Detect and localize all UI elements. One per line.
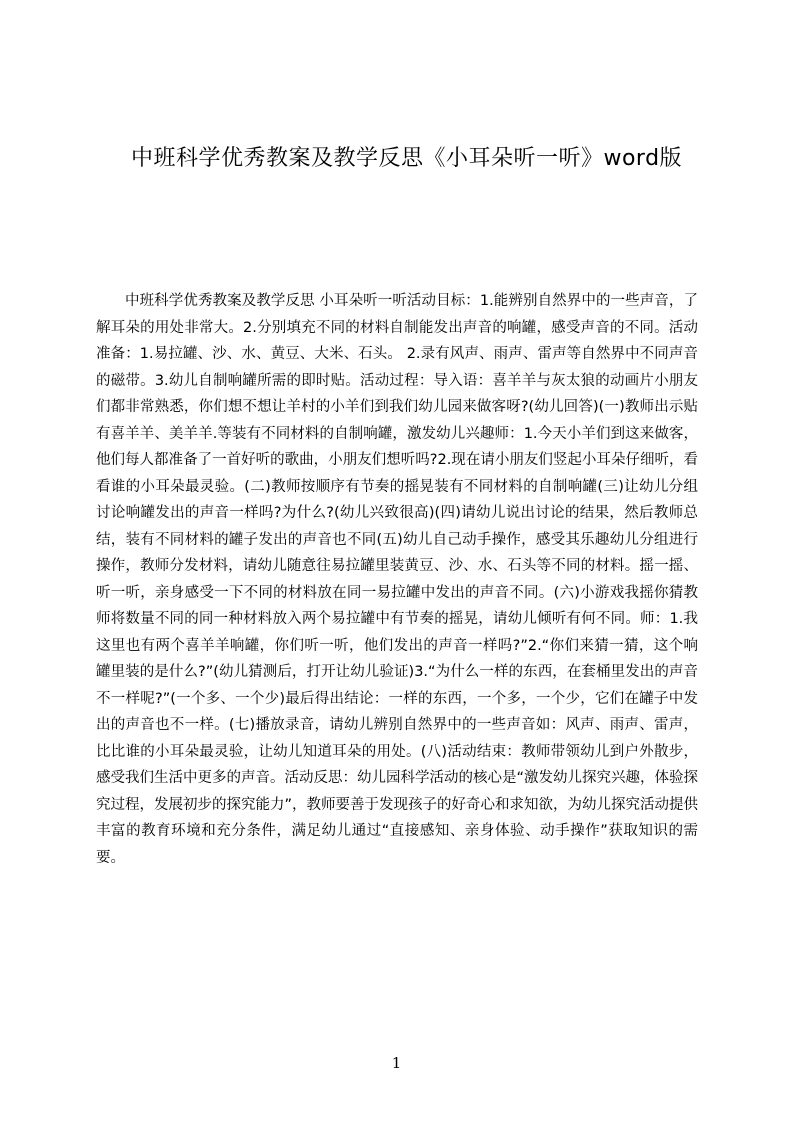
page-number: 1: [391, 1054, 402, 1072]
document-body-paragraph: 中班科学优秀教案及教学反思 小耳朵听一听活动目标：1.能辨别自然界中的一些声音，了解耳朵的用处非常大。2.分别填充不同的材料自制能发出声音的响罐，感受声音的不同。活动准备：1.易拉罐、沙、水、黄豆、大米、石头。 2.录有风声、雨声、雷声等自然界中不同声音的磁带。3.幼儿自制响罐所需的即时贴。活动过程：导入语：喜羊羊与灰太狼的动画片小朋友们都非常熟悉，你们想不想让羊村的小羊们到我们幼儿园来做客呀?(幼儿回答)(一)教师出示贴有喜羊羊、美羊羊.等装有不同材料的自制响罐，激发幼儿兴趣师：1.今天小羊们到这来做客，他们每人都准备了一首好听的歌曲，小朋友们想听吗?2.现在请小朋友们竖起小耳朵仔细听，看看谁的小耳朵最灵验。(二)教师按顺序有节奏的摇晃装有不同材料的自制响罐(三)让幼儿分组讨论响罐发出的声音一样吗?为什么?(幼儿兴致很高)(四)请幼儿说出讨论的结果，然后教师总结，装有不同材料的罐子发出的声音也不同(五)幼儿自己动手操作，感受其乐趣幼儿分组进行操作，教师分发材料，请幼儿随意往易拉罐里装黄豆、沙、水、石头等不同的材料。摇一摇、听一听，亲身感受一下不同的材料放在同一易拉罐中发出的声音不同。(六)小游戏我摇你猜教师将数量不同的同一种材料放入两个易拉罐中有节奏的摇晃，请幼儿倾听有何不同。师：1.我这里也有两个喜羊羊响罐，你们听一听，他们发出的声音一样吗?”2.“你们来猜一猜，这个响罐里装的是什么?”(幼儿猜测后，打开让幼儿验证)3.“为什么一样的东西，在套桶里发出的声音不一样呢?”(一个多、一个少)最后得出结论：一样的东西，一个多，一个少，它们在罐子中发出的声音也不一样。(七)播放录音，请幼儿辨别自然界中的一些声音如：风声、雨声、雷声，比比谁的小耳朵最灵验，让幼儿知道耳朵的用处。(八)活动结束：教师带领幼儿到户外散步，感受我们生活中更多的声音。活动反思：幼儿园科学活动的核心是“激发幼儿探究兴趣，体验探究过程，发展初步的探究能力”，教师要善于发现孩子的好奇心和求知欲，为幼儿探究活动提供丰富的教育环境和充分条件，满足幼儿通过“直接感知、亲身体验、动手操作”获取知识的需要。: [96, 293, 698, 866]
document-title: 中班科学优秀教案及教学反思《小耳朵听一听》word版: [130, 146, 683, 171]
